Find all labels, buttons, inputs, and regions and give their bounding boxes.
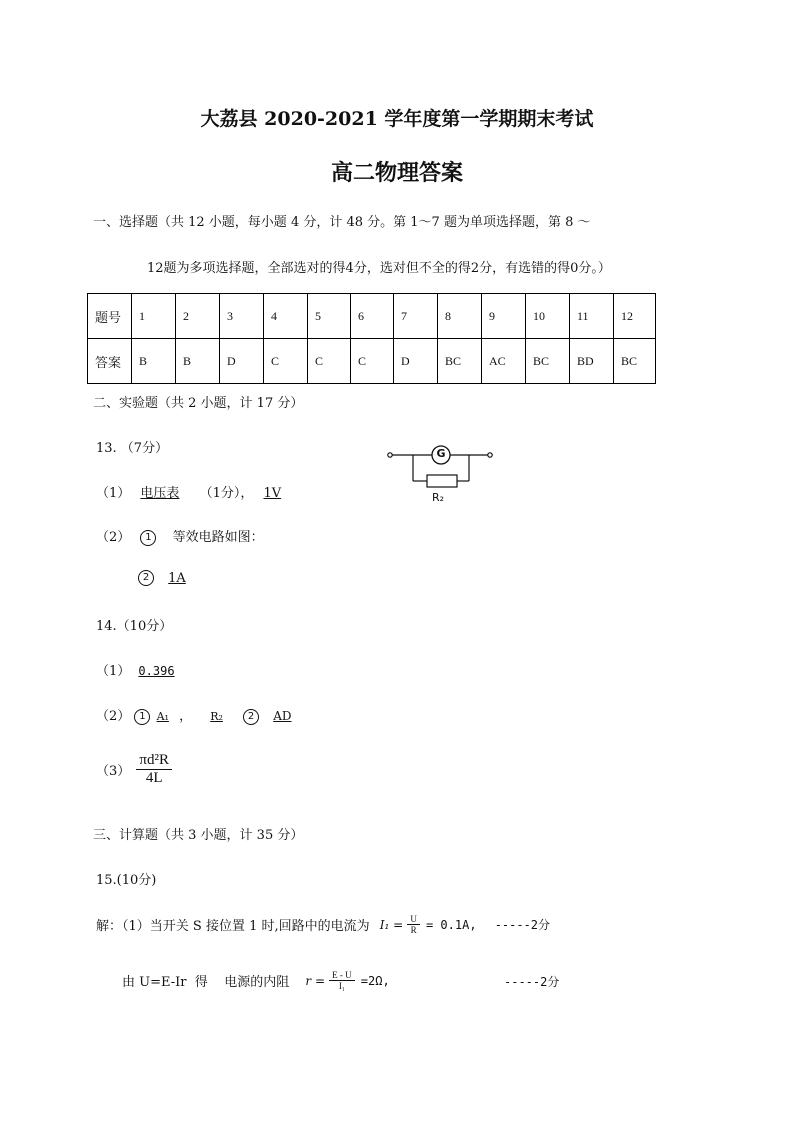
table-cell-question-number: 2 <box>176 294 220 339</box>
internal-resistance-fraction <box>329 970 355 991</box>
exam-title: 大荔县 2020-2021 学年度第一学期期末考试 <box>200 108 594 130</box>
table-cell-answer: BC <box>526 339 570 384</box>
table-cell-question-number: 9 <box>482 294 526 339</box>
table-row-numbers <box>88 294 656 339</box>
formula-denominator: 4L <box>145 770 163 786</box>
row-header-answer: 答案 <box>88 339 132 384</box>
circled-number-2: 2 <box>243 709 259 725</box>
row-header-number: 题号 <box>88 294 132 339</box>
q14-answer-ammeter: A₁ <box>156 710 169 723</box>
q14-part2-prefix: （2） <box>96 709 131 724</box>
circled-number-1: 1 <box>134 709 150 725</box>
q14-answer-options: AD <box>273 709 292 723</box>
q13-part1-score: （1分）， <box>199 486 254 501</box>
resistivity-formula <box>136 752 172 787</box>
table-cell-question-number: 3 <box>220 294 264 339</box>
table-cell-question-number: 11 <box>570 294 614 339</box>
table-cell-answer: B <box>176 339 220 384</box>
q13-part1-prefix: （1） <box>96 486 131 501</box>
q13-answer-current: 1A <box>168 570 186 586</box>
q15-line1-text: 解：（1）当开关 S 接位置 1 时,回路中的电流为 <box>96 919 370 934</box>
fraction-denominator: I₁ <box>338 981 345 991</box>
q15-line2-variable: r = <box>305 973 325 988</box>
fraction-numerator: U <box>407 914 420 925</box>
table-cell-answer: D <box>394 339 438 384</box>
q13-part1 <box>96 482 287 501</box>
circled-number-1: 1 <box>140 530 156 546</box>
ohms-law-fraction <box>407 914 420 935</box>
resistor-symbol <box>427 475 457 487</box>
section3-heading: 三、计算题（共 3 小题，计 35 分） <box>93 828 304 843</box>
q13-part2-text: 等效电路如图： <box>172 530 264 545</box>
q15-line1-variable: I₁ = <box>379 917 404 932</box>
table-cell-answer: BD <box>570 339 614 384</box>
q14-label: 14.（10分） <box>96 619 173 634</box>
table-cell-question-number: 5 <box>308 294 351 339</box>
q13-part2-sub2 <box>138 570 190 586</box>
q15-line1-result: = 0.1A, <box>425 917 477 932</box>
table-cell-answer: BC <box>614 339 656 384</box>
resistor-label: R₂ <box>432 491 445 504</box>
q14-part1 <box>96 660 185 679</box>
table-cell-question-number: 8 <box>438 294 482 339</box>
table-cell-question-number: 7 <box>394 294 438 339</box>
table-cell-question-number: 12 <box>614 294 656 339</box>
q14-part1-prefix: （1） <box>96 664 131 679</box>
q15-line2 <box>122 970 390 991</box>
q15-line2-result: =2Ω, <box>360 973 390 988</box>
q14-answer-resistor: R₂ <box>210 710 223 723</box>
q13-part2-prefix: （2） <box>96 530 131 545</box>
q15-line1-score: -----2分 <box>494 918 551 932</box>
q13-label: 13. （7分） <box>96 441 169 456</box>
formula-numerator: πd²R <box>136 752 172 770</box>
table-cell-answer: AC <box>482 339 526 384</box>
fraction-numerator: E - U <box>329 970 355 981</box>
fraction-denominator: R <box>410 925 417 935</box>
q13-answer-voltage: 1V <box>263 486 282 501</box>
galvanometer-label: G <box>436 447 446 460</box>
q15-line2-score: -----2分 <box>504 975 560 989</box>
answer-subtitle: 高二物理答案 <box>330 160 463 186</box>
table-cell-answer: D <box>220 339 264 384</box>
table-cell-question-number: 1 <box>132 294 176 339</box>
q14-part2 <box>96 705 296 725</box>
section1-heading-line1: 一、选择题（共 12 小题，每小题 4 分，计 48 分。第 1～7 题为单项选择题，第 8 ～ <box>93 215 591 230</box>
answer-table <box>87 293 656 384</box>
table-cell-answer: BC <box>438 339 482 384</box>
q15-label: 15.(10分) <box>96 873 157 888</box>
circled-number-2: 2 <box>138 570 154 586</box>
section1-heading-line2: 12题为多项选择题，全部选对的得4分，选对但不全的得2分，有选错的得0分。） <box>147 261 611 276</box>
section2-heading: 二、实验题（共 2 小题，计 17 分） <box>93 396 304 411</box>
q14-part3-prefix: （3） <box>96 764 131 779</box>
table-cell-answer: C <box>308 339 351 384</box>
table-row-answers <box>88 339 656 384</box>
q13-part2 <box>96 526 264 546</box>
q13-answer-meter: 电压表 <box>140 486 180 501</box>
q15-line2-text: 由 U=E-Ir 得 电源的内阻 <box>122 975 290 990</box>
q14-answer-diameter: 0.396 <box>138 664 175 678</box>
table-cell-question-number: 4 <box>264 294 308 339</box>
table-cell-answer: B <box>132 339 176 384</box>
table-cell-question-number: 10 <box>526 294 570 339</box>
q15-line1 <box>96 914 550 935</box>
table-cell-answer: C <box>351 339 394 384</box>
q14-separator: ， <box>179 709 193 724</box>
table-cell-question-number: 6 <box>351 294 394 339</box>
q14-part3 <box>96 752 172 787</box>
table-cell-answer: C <box>264 339 308 384</box>
